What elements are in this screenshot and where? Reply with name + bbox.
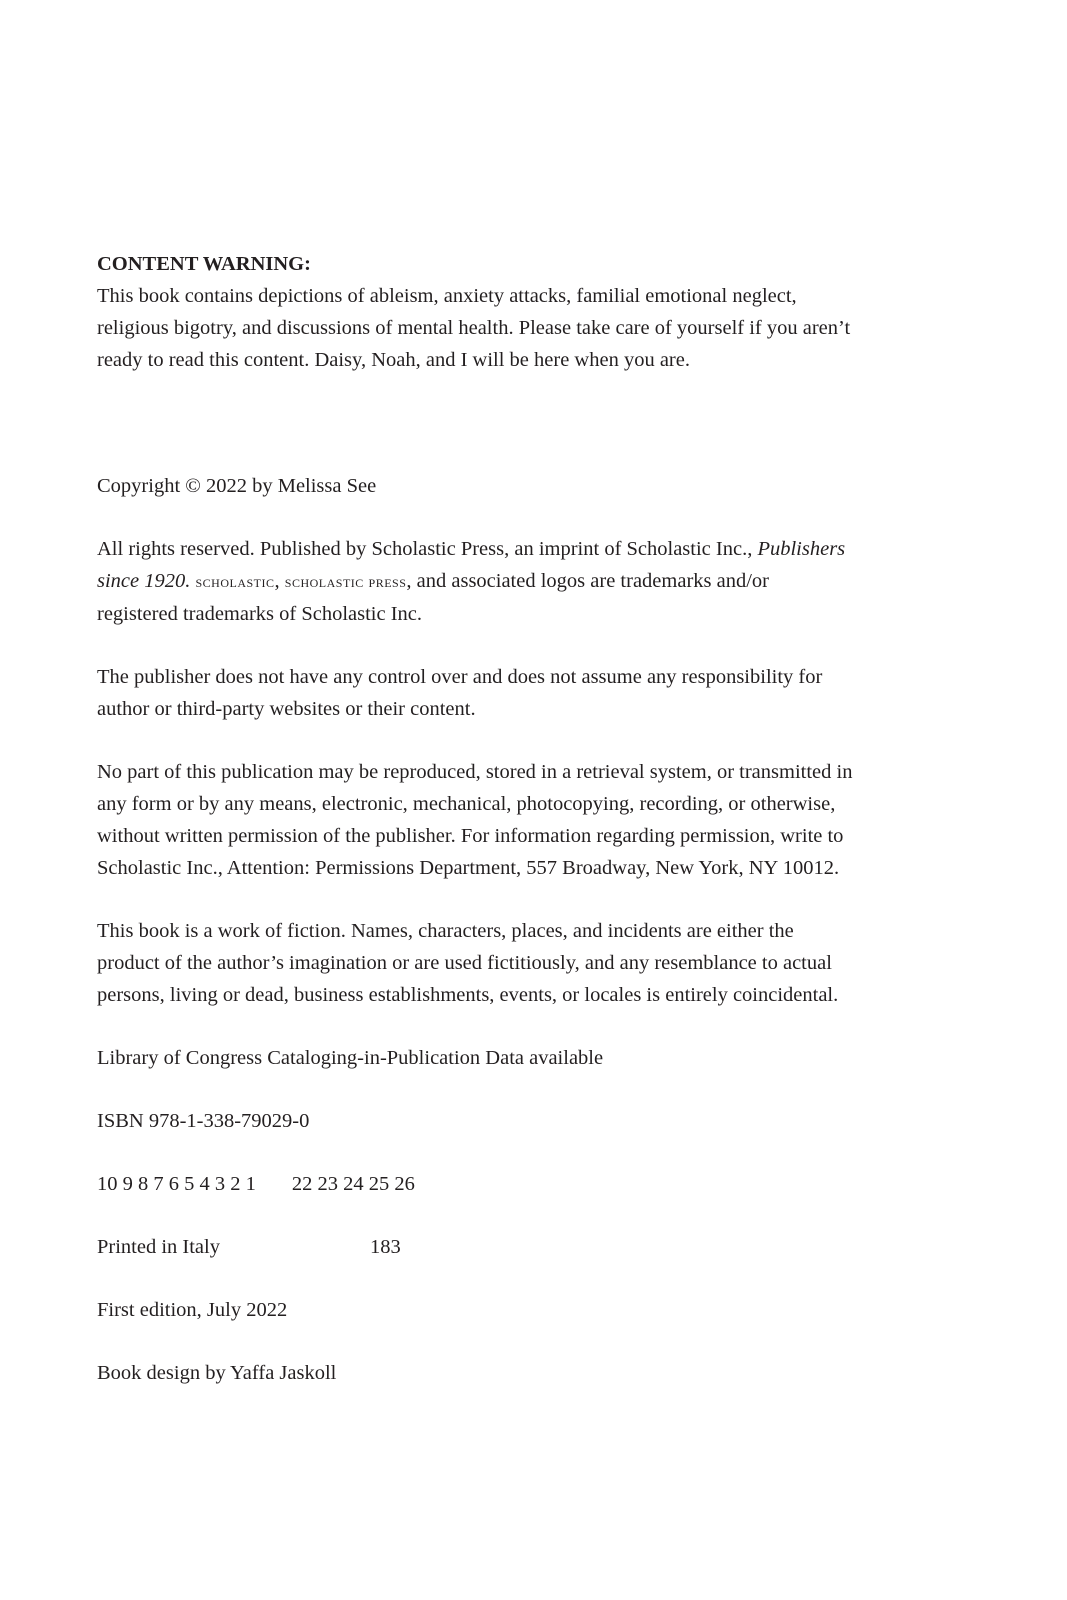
content-warning-line: ready to read this content. Daisy, Noah, and I will be here when you are. (97, 349, 690, 371)
copyright-notice: Copyright © 2022 by Melissa See (97, 475, 377, 497)
printer-code: 183 (369, 1236, 401, 1258)
cip-notice: Library of Congress Cataloging-in-Publication Data available (97, 1047, 604, 1069)
content-warning-line: religious bigotry, and discussions of mental health. Please take care of yourself if you aren’t (97, 317, 851, 339)
printed-country: Printed in Italy (97, 1236, 220, 1258)
reproduction-line: any form or by any means, electronic, mechanical, photocopying, recording, or otherwise, (97, 793, 836, 815)
publisher-note-line: author or third-party websites or their content. (97, 698, 476, 720)
fiction-line: persons, living or dead, business establishments, events, or locales is entirely coincidental. (97, 984, 839, 1006)
printing-line (97, 1168, 927, 1200)
reproduction-line: No part of this publication may be reproduced, stored in a retrieval system, or transmitted in (97, 761, 853, 783)
printing-years: 22 23 24 25 26 (291, 1173, 415, 1195)
copyright-page (97, 248, 927, 1389)
content-warning (97, 248, 927, 376)
fiction-line: product of the author’s imagination or are used fictitiously, and any resemblance to actual (97, 952, 832, 974)
fiction-line: This book is a work of fiction. Names, characters, places, and incidents are either the (97, 920, 794, 942)
rights-statement (97, 533, 927, 630)
fiction-disclaimer (97, 915, 927, 1011)
impression-numbers: 10 9 8 7 6 5 4 3 2 1 (97, 1173, 256, 1195)
rights-line-3: registered trademarks of Scholastic Inc. (97, 603, 423, 625)
edition-notice: First edition, July 2022 (97, 1299, 288, 1321)
rights-line-1 (97, 533, 927, 565)
since-italic: since 1920. (97, 570, 191, 592)
publisher-note-line: The publisher does not have any control over and does not assume any responsibility for (97, 666, 823, 688)
isbn: ISBN 978-1-338-79029-0 (97, 1110, 310, 1132)
printed-location (97, 1231, 927, 1263)
rights-rest: , and associated logos are trademarks and/or (406, 570, 769, 592)
trademark-separator: , (274, 570, 285, 592)
design-credit: Book design by Yaffa Jaskoll (97, 1362, 337, 1384)
reproduction-notice (97, 756, 927, 884)
reproduction-line: without written permission of the publisher. For information regarding permission, write to (97, 825, 844, 847)
rights-line-2 (97, 565, 927, 598)
content-warning-heading: CONTENT WARNING: (97, 253, 311, 275)
content-warning-line: This book contains depictions of ableism, anxiety attacks, familial emotional neglect, (97, 285, 797, 307)
trademark-scholastic-press: scholastic press (284, 572, 407, 591)
reproduction-line: Scholastic Inc., Attention: Permissions Department, 557 Broadway, New York, NY 10012. (97, 857, 840, 879)
publisher-note (97, 661, 927, 725)
trademark-scholastic: scholastic (195, 572, 275, 591)
publishers-italic: Publishers (757, 538, 846, 560)
rights-text: All rights reserved. Published by Scholastic Press, an imprint of Scholastic Inc., (97, 538, 758, 560)
